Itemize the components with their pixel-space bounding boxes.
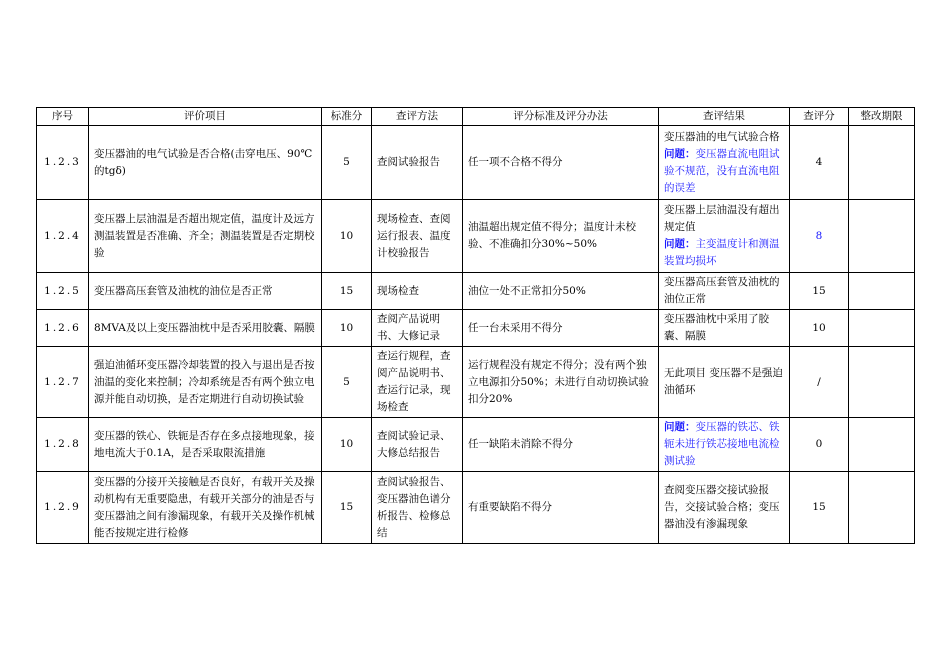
issue-label: 问题：: [664, 421, 696, 433]
table-row: [37, 347, 915, 418]
column-header: 查评方法: [372, 108, 463, 126]
table-body: [37, 126, 915, 544]
row-number: 1.2.5: [37, 273, 89, 310]
issue-text: 变压器的铁芯、铁轭未进行铁芯接地电流检测试验: [664, 421, 780, 467]
result-text: 变压器油的电气试验合格: [664, 130, 780, 143]
evaluation-score: 15: [790, 472, 849, 544]
standard-score: 10: [322, 310, 372, 347]
rectification-deadline: [849, 273, 915, 310]
standard-score: 10: [322, 418, 372, 472]
evaluation-score: 4: [790, 126, 849, 200]
rectification-deadline: [849, 418, 915, 472]
scoring-criteria: 有重要缺陷不得分: [463, 472, 659, 544]
evaluation-method: 查阅产品说明书、大修记录: [372, 310, 463, 347]
column-header: 评价项目: [89, 108, 322, 126]
evaluation-item: 变压器油的电气试验是否合格(击穿电压、90℃的tgδ): [89, 126, 322, 200]
result-text: 查阅变压器交接试验报告，交接试验合格；变压器油没有渗漏现象: [664, 484, 780, 530]
evaluation-score: /: [790, 347, 849, 418]
evaluation-item: 8MVA及以上变压器油枕中是否采用胶囊、隔膜: [89, 310, 322, 347]
evaluation-result: [659, 418, 790, 472]
issue-text: 主变温度计和测温装置均损坏: [664, 238, 780, 267]
evaluation-method: 查阅试验报告: [372, 126, 463, 200]
rectification-deadline: [849, 347, 915, 418]
evaluation-result: [659, 347, 790, 418]
evaluation-score: 0: [790, 418, 849, 472]
standard-score: 15: [322, 273, 372, 310]
rectification-deadline: [849, 200, 915, 273]
rectification-deadline: [849, 472, 915, 544]
scoring-criteria: 油位一处不正常扣分50%: [463, 273, 659, 310]
issue-label: 问题：: [664, 147, 696, 160]
row-number: 1.2.7: [37, 347, 89, 418]
table-row: [37, 310, 915, 347]
standard-score: 5: [322, 347, 372, 418]
table-row: [37, 273, 915, 310]
row-number: 1.2.9: [37, 472, 89, 544]
table-header-row: [37, 108, 915, 126]
column-header: 序号: [37, 108, 89, 126]
scoring-criteria: 任一缺陷未消除不得分: [463, 418, 659, 472]
rectification-deadline: [849, 310, 915, 347]
evaluation-item: 变压器上层油温是否超出规定值，温度计及远方测温装置是否准确、齐全；测温装置是否定期校验: [89, 200, 322, 273]
evaluation-method: 查阅试验记录、大修总结报告: [372, 418, 463, 472]
row-number: 1.2.6: [37, 310, 89, 347]
evaluation-table: [36, 107, 915, 544]
column-header: 标准分: [322, 108, 372, 126]
evaluation-score: 15: [790, 273, 849, 310]
evaluation-item: 变压器的铁心、铁轭是否存在多点接地现象，接地电流大于0.1A，是否采取限流措施: [89, 418, 322, 472]
standard-score: 10: [322, 200, 372, 273]
result-text: 变压器油枕中采用了胶囊、隔膜: [664, 313, 769, 342]
evaluation-result: [659, 273, 790, 310]
evaluation-method: 查运行规程，查阅产品说明书、查运行记录，现场检查: [372, 347, 463, 418]
standard-score: 5: [322, 126, 372, 200]
evaluation-method: 现场检查: [372, 273, 463, 310]
scoring-criteria: 任一项不合格不得分: [463, 126, 659, 200]
evaluation-result: [659, 310, 790, 347]
evaluation-result: [659, 200, 790, 273]
column-header: 查评分: [790, 108, 849, 126]
row-number: 1.2.8: [37, 418, 89, 472]
table-row: [37, 472, 915, 544]
scoring-criteria: 油温超出规定值不得分；温度计未校验、不准确扣分30%~50%: [463, 200, 659, 273]
column-header: 评分标准及评分办法: [463, 108, 659, 126]
evaluation-score: 10: [790, 310, 849, 347]
evaluation-item: 强迫油循环变压器冷却装置的投入与退出是否按油温的变化来控制；冷却系统是否有两个独立电源并能自动切换，是否定期进行自动切换试验: [89, 347, 322, 418]
evaluation-item: 变压器高压套管及油枕的油位是否正常: [89, 273, 322, 310]
table-row: [37, 418, 915, 472]
table-row: [37, 200, 915, 273]
row-number: 1.2.4: [37, 200, 89, 273]
result-text: 变压器上层油温没有超出规定值: [664, 204, 780, 233]
evaluation-method: 现场检查、查阅运行报表、温度计校验报告: [372, 200, 463, 273]
evaluation-item: 变压器的分接开关接触是否良好，有载开关及操动机构有无重要隐患，有载开关部分的油是否与变压器油之间有渗漏现象，有载开关及操作机械能否按规定进行检修: [89, 472, 322, 544]
column-header: 整改期限: [849, 108, 915, 126]
evaluation-method: 查阅试验报告、变压器油色谱分析报告、检修总结: [372, 472, 463, 544]
evaluation-result: [659, 126, 790, 200]
result-text: 变压器高压套管及油枕的油位正常: [664, 276, 780, 305]
issue-text: 变压器直流电阻试验不规范，没有直流电阻的误差: [664, 147, 780, 194]
evaluation-score: 8: [790, 200, 849, 273]
row-number: 1.2.3: [37, 126, 89, 200]
column-header: 查评结果: [659, 108, 790, 126]
rectification-deadline: [849, 126, 915, 200]
evaluation-result: [659, 472, 790, 544]
result-text: 无此项目 变压器不是强迫油循环: [664, 367, 783, 396]
scoring-criteria: 运行规程没有规定不得分；没有两个独立电源扣分50%；未进行自动切换试验扣分20%: [463, 347, 659, 418]
table-row: [37, 126, 915, 200]
issue-label: 问题：: [664, 238, 696, 250]
scoring-criteria: 任一台未采用不得分: [463, 310, 659, 347]
standard-score: 15: [322, 472, 372, 544]
